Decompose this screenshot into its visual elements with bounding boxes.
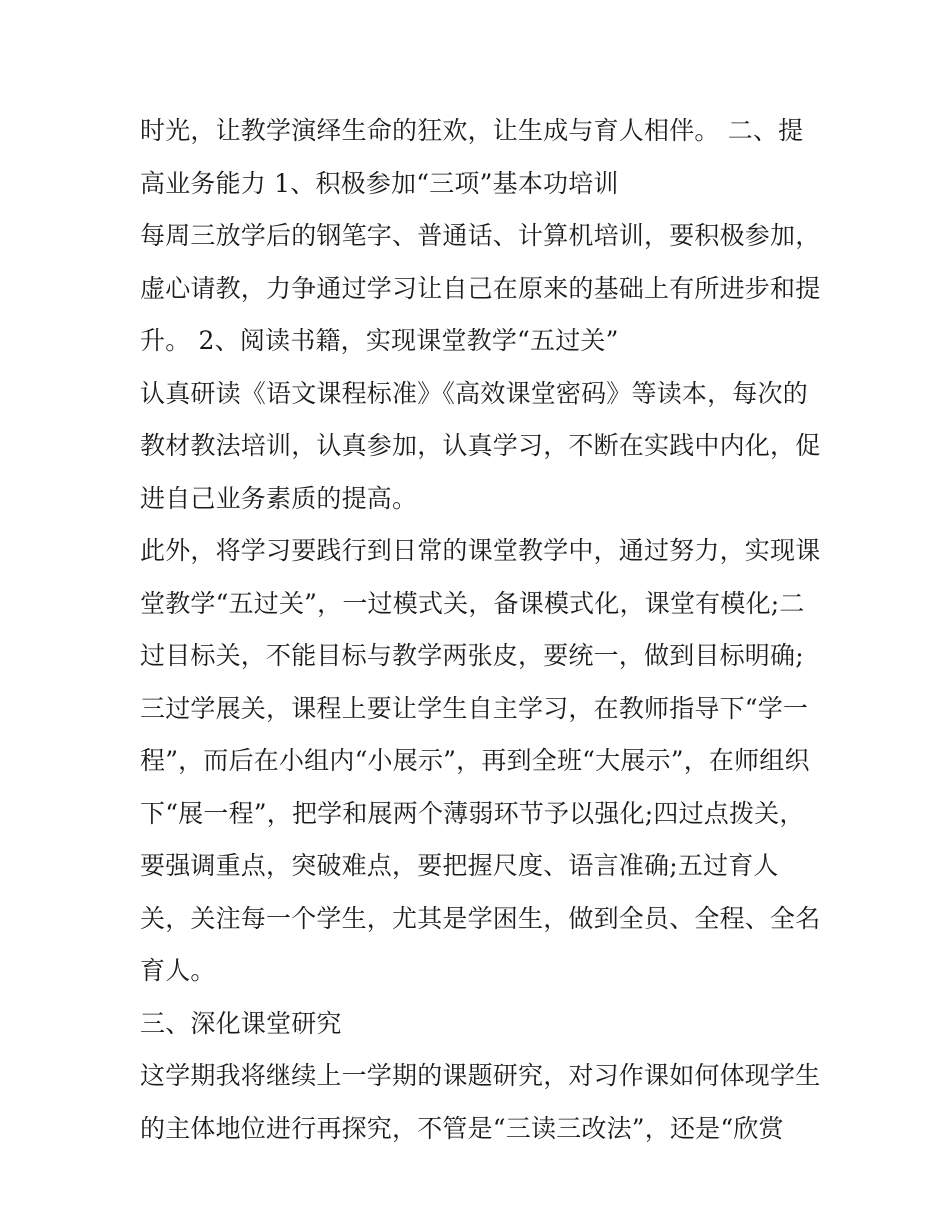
text-line: 的主体地位进行再探究，不管是“三读三改法”，还是“欣赏 — [140, 1113, 784, 1143]
text-line: 此外，将学习要践行到日常的课堂教学中，通过努力，实现课 — [140, 536, 821, 565]
text-line: 堂教学“五过关”，一过模式关，备课模式化，课堂有模化;二 — [140, 588, 805, 618]
text-line: 教材教法培训，认真参加，认真学习，不断在实践中内化，促 — [140, 431, 821, 460]
text-line: 育人。 — [140, 956, 216, 985]
text-line: 要强调重点，突破难点，要把握尺度、语言准确;五过育人 — [140, 851, 779, 880]
document-body — [140, 105, 830, 1155]
text-line: 认真研读《语文课程标准》《高效课堂密码》等读本，每次的 — [140, 378, 808, 408]
text-line: 下“展一程”，把学和展两个薄弱环节予以强化;四过点拨关， — [140, 798, 805, 828]
text-line: 三过学展关，课程上要让学生自主学习，在教师指导下“学一 — [140, 693, 809, 723]
text-line: 每周三放学后的钢笔字、普通话、计算机培训，要积极参加， — [140, 221, 821, 250]
text-line: 过目标关，不能目标与教学两张皮，要统一，做到目标明确; — [140, 641, 804, 670]
text-line: 关，关注每一个学生，尤其是学困生，做到全员、全程、全名 — [140, 903, 821, 933]
text-line: 高业务能力 1、积极参加“三项”基本功培训 — [140, 168, 619, 198]
text-line: 程”，而后在小组内“小展示”，再到全班“大展示”，在师组织 — [140, 746, 810, 775]
text-line: 升。 2、阅读书籍，实现课堂教学“五过关” — [140, 326, 619, 355]
section-heading: 三、深化课堂研究 — [140, 1008, 342, 1038]
text-line: 时光，让教学演绎生命的狂欢，让生成与育人相伴。 二、提 — [140, 116, 804, 145]
text-line: 进自己业务素质的提高。 — [140, 483, 418, 513]
text-line: 这学期我将继续上一学期的课题研究，对习作课如何体现学生 — [140, 1061, 821, 1090]
text-line: 虚心请教，力争通过学习让自己在原来的基础上有所进步和提 — [140, 273, 821, 303]
